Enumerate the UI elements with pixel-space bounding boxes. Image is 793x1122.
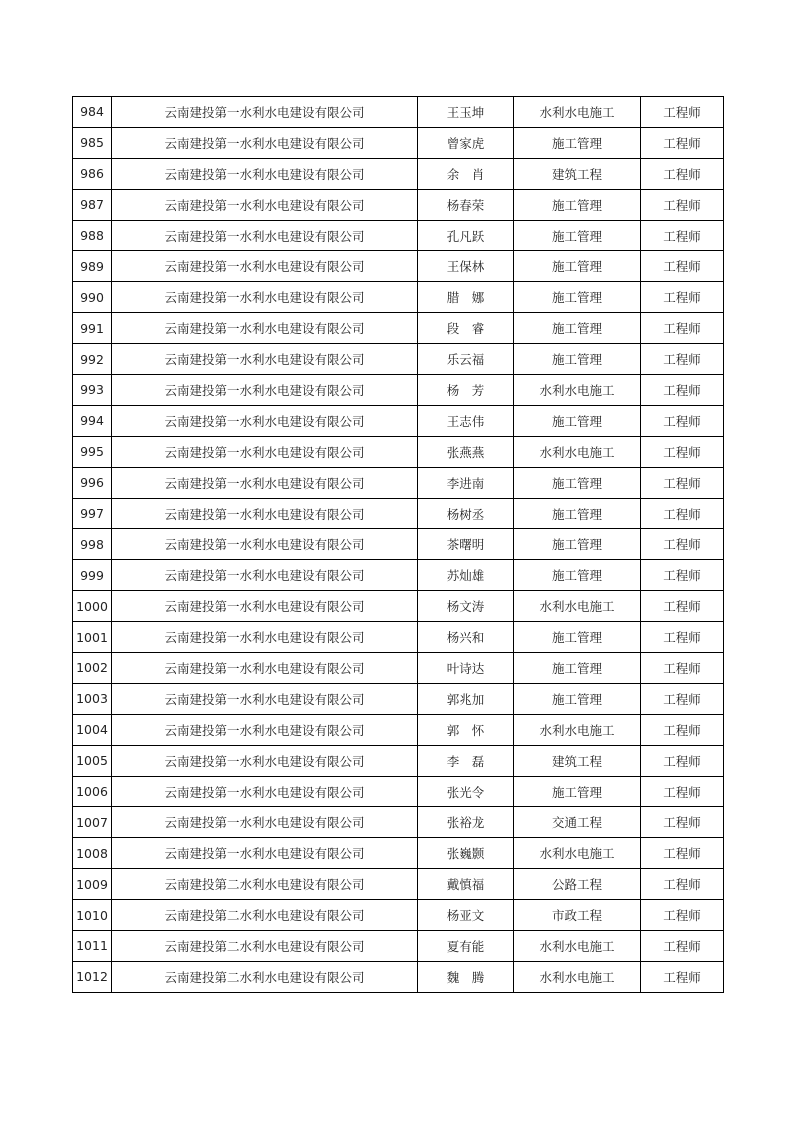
title-cell: 工程师 <box>641 838 724 869</box>
specialty-cell: 施工管理 <box>514 683 641 714</box>
row-number-cell: 1005 <box>73 745 112 776</box>
company-cell: 云南建投第一水利水电建设有限公司 <box>112 282 418 313</box>
company-cell: 云南建投第一水利水电建设有限公司 <box>112 683 418 714</box>
company-cell: 云南建投第一水利水电建设有限公司 <box>112 251 418 282</box>
row-number-cell: 1011 <box>73 931 112 962</box>
company-cell: 云南建投第一水利水电建设有限公司 <box>112 158 418 189</box>
company-cell: 云南建投第一水利水电建设有限公司 <box>112 97 418 128</box>
title-cell: 工程师 <box>641 714 724 745</box>
table-row <box>73 714 724 745</box>
specialty-cell: 施工管理 <box>514 220 641 251</box>
table-row <box>73 436 724 467</box>
specialty-cell: 公路工程 <box>514 869 641 900</box>
row-number-cell: 994 <box>73 405 112 436</box>
specialty-cell: 施工管理 <box>514 498 641 529</box>
row-number-cell: 993 <box>73 375 112 406</box>
name-cell: 王保林 <box>418 251 514 282</box>
specialty-cell: 施工管理 <box>514 251 641 282</box>
title-cell: 工程师 <box>641 405 724 436</box>
company-cell: 云南建投第一水利水电建设有限公司 <box>112 189 418 220</box>
title-cell: 工程师 <box>641 97 724 128</box>
roster-table-body <box>73 97 724 993</box>
specialty-cell: 施工管理 <box>514 560 641 591</box>
table-row <box>73 776 724 807</box>
row-number-cell: 1007 <box>73 807 112 838</box>
table-row <box>73 807 724 838</box>
name-cell: 郭兆加 <box>418 683 514 714</box>
specialty-cell: 施工管理 <box>514 776 641 807</box>
name-cell: 苏灿雄 <box>418 560 514 591</box>
title-cell: 工程师 <box>641 375 724 406</box>
table-row <box>73 683 724 714</box>
name-cell: 王玉坤 <box>418 97 514 128</box>
table-row <box>73 745 724 776</box>
table-row <box>73 498 724 529</box>
table-row <box>73 961 724 992</box>
specialty-cell: 施工管理 <box>514 529 641 560</box>
name-cell: 腊 娜 <box>418 282 514 313</box>
title-cell: 工程师 <box>641 560 724 591</box>
specialty-cell: 水利水电施工 <box>514 714 641 745</box>
specialty-cell: 市政工程 <box>514 900 641 931</box>
name-cell: 叶诗达 <box>418 653 514 684</box>
specialty-cell: 水利水电施工 <box>514 436 641 467</box>
company-cell: 云南建投第一水利水电建设有限公司 <box>112 807 418 838</box>
name-cell: 郭 怀 <box>418 714 514 745</box>
table-row <box>73 375 724 406</box>
row-number-cell: 1009 <box>73 869 112 900</box>
row-number-cell: 985 <box>73 127 112 158</box>
specialty-cell: 水利水电施工 <box>514 838 641 869</box>
title-cell: 工程师 <box>641 344 724 375</box>
company-cell: 云南建投第一水利水电建设有限公司 <box>112 313 418 344</box>
table-row <box>73 313 724 344</box>
table-row <box>73 127 724 158</box>
row-number-cell: 996 <box>73 467 112 498</box>
row-number-cell: 1012 <box>73 961 112 992</box>
title-cell: 工程师 <box>641 498 724 529</box>
company-cell: 云南建投第一水利水电建设有限公司 <box>112 375 418 406</box>
company-cell: 云南建投第一水利水电建设有限公司 <box>112 127 418 158</box>
specialty-cell: 水利水电施工 <box>514 97 641 128</box>
company-cell: 云南建投第一水利水电建设有限公司 <box>112 220 418 251</box>
specialty-cell: 建筑工程 <box>514 745 641 776</box>
table-row <box>73 591 724 622</box>
title-cell: 工程师 <box>641 622 724 653</box>
title-cell: 工程师 <box>641 436 724 467</box>
row-number-cell: 998 <box>73 529 112 560</box>
company-cell: 云南建投第一水利水电建设有限公司 <box>112 776 418 807</box>
title-cell: 工程师 <box>641 467 724 498</box>
company-cell: 云南建投第二水利水电建设有限公司 <box>112 931 418 962</box>
specialty-cell: 施工管理 <box>514 344 641 375</box>
name-cell: 杨 芳 <box>418 375 514 406</box>
company-cell: 云南建投第一水利水电建设有限公司 <box>112 344 418 375</box>
table-row <box>73 869 724 900</box>
title-cell: 工程师 <box>641 807 724 838</box>
specialty-cell: 建筑工程 <box>514 158 641 189</box>
company-cell: 云南建投第一水利水电建设有限公司 <box>112 529 418 560</box>
name-cell: 曾家虎 <box>418 127 514 158</box>
name-cell: 杨亚文 <box>418 900 514 931</box>
company-cell: 云南建投第二水利水电建设有限公司 <box>112 900 418 931</box>
title-cell: 工程师 <box>641 653 724 684</box>
title-cell: 工程师 <box>641 931 724 962</box>
row-number-cell: 989 <box>73 251 112 282</box>
company-cell: 云南建投第一水利水电建设有限公司 <box>112 436 418 467</box>
name-cell: 张巍颢 <box>418 838 514 869</box>
company-cell: 云南建投第一水利水电建设有限公司 <box>112 467 418 498</box>
company-cell: 云南建投第一水利水电建设有限公司 <box>112 714 418 745</box>
table-row <box>73 653 724 684</box>
title-cell: 工程师 <box>641 158 724 189</box>
specialty-cell: 施工管理 <box>514 127 641 158</box>
title-cell: 工程师 <box>641 529 724 560</box>
table-row <box>73 344 724 375</box>
row-number-cell: 1006 <box>73 776 112 807</box>
title-cell: 工程师 <box>641 313 724 344</box>
row-number-cell: 986 <box>73 158 112 189</box>
name-cell: 杨兴和 <box>418 622 514 653</box>
name-cell: 杨文涛 <box>418 591 514 622</box>
table-row <box>73 900 724 931</box>
table-row <box>73 838 724 869</box>
title-cell: 工程师 <box>641 189 724 220</box>
row-number-cell: 1002 <box>73 653 112 684</box>
title-cell: 工程师 <box>641 776 724 807</box>
table-row <box>73 158 724 189</box>
specialty-cell: 交通工程 <box>514 807 641 838</box>
table-row <box>73 467 724 498</box>
company-cell: 云南建投第一水利水电建设有限公司 <box>112 498 418 529</box>
specialty-cell: 施工管理 <box>514 467 641 498</box>
table-row <box>73 189 724 220</box>
row-number-cell: 1000 <box>73 591 112 622</box>
name-cell: 杨树丞 <box>418 498 514 529</box>
name-cell: 张光令 <box>418 776 514 807</box>
name-cell: 李进南 <box>418 467 514 498</box>
name-cell: 魏 腾 <box>418 961 514 992</box>
row-number-cell: 991 <box>73 313 112 344</box>
row-number-cell: 990 <box>73 282 112 313</box>
name-cell: 张燕燕 <box>418 436 514 467</box>
specialty-cell: 水利水电施工 <box>514 961 641 992</box>
title-cell: 工程师 <box>641 251 724 282</box>
specialty-cell: 水利水电施工 <box>514 931 641 962</box>
company-cell: 云南建投第一水利水电建设有限公司 <box>112 653 418 684</box>
company-cell: 云南建投第二水利水电建设有限公司 <box>112 961 418 992</box>
specialty-cell: 施工管理 <box>514 622 641 653</box>
table-row <box>73 622 724 653</box>
table-row <box>73 529 724 560</box>
table-row <box>73 931 724 962</box>
specialty-cell: 水利水电施工 <box>514 375 641 406</box>
row-number-cell: 984 <box>73 97 112 128</box>
company-cell: 云南建投第一水利水电建设有限公司 <box>112 622 418 653</box>
company-cell: 云南建投第一水利水电建设有限公司 <box>112 591 418 622</box>
name-cell: 孔凡跃 <box>418 220 514 251</box>
table-row <box>73 405 724 436</box>
name-cell: 张裕龙 <box>418 807 514 838</box>
roster-table <box>72 96 724 993</box>
table-row <box>73 251 724 282</box>
row-number-cell: 1008 <box>73 838 112 869</box>
specialty-cell: 施工管理 <box>514 653 641 684</box>
row-number-cell: 1004 <box>73 714 112 745</box>
title-cell: 工程师 <box>641 900 724 931</box>
row-number-cell: 999 <box>73 560 112 591</box>
title-cell: 工程师 <box>641 220 724 251</box>
specialty-cell: 施工管理 <box>514 313 641 344</box>
name-cell: 李 磊 <box>418 745 514 776</box>
name-cell: 戴慎福 <box>418 869 514 900</box>
company-cell: 云南建投第一水利水电建设有限公司 <box>112 560 418 591</box>
title-cell: 工程师 <box>641 683 724 714</box>
name-cell: 乐云福 <box>418 344 514 375</box>
company-cell: 云南建投第二水利水电建设有限公司 <box>112 869 418 900</box>
row-number-cell: 995 <box>73 436 112 467</box>
row-number-cell: 997 <box>73 498 112 529</box>
title-cell: 工程师 <box>641 127 724 158</box>
table-row <box>73 220 724 251</box>
row-number-cell: 992 <box>73 344 112 375</box>
specialty-cell: 施工管理 <box>514 405 641 436</box>
specialty-cell: 施工管理 <box>514 189 641 220</box>
name-cell: 夏有能 <box>418 931 514 962</box>
company-cell: 云南建投第一水利水电建设有限公司 <box>112 745 418 776</box>
row-number-cell: 1003 <box>73 683 112 714</box>
name-cell: 余 肖 <box>418 158 514 189</box>
specialty-cell: 水利水电施工 <box>514 591 641 622</box>
title-cell: 工程师 <box>641 869 724 900</box>
row-number-cell: 987 <box>73 189 112 220</box>
company-cell: 云南建投第一水利水电建设有限公司 <box>112 405 418 436</box>
name-cell: 茶曙明 <box>418 529 514 560</box>
row-number-cell: 988 <box>73 220 112 251</box>
company-cell: 云南建投第一水利水电建设有限公司 <box>112 838 418 869</box>
row-number-cell: 1001 <box>73 622 112 653</box>
name-cell: 杨春荣 <box>418 189 514 220</box>
title-cell: 工程师 <box>641 745 724 776</box>
title-cell: 工程师 <box>641 282 724 313</box>
row-number-cell: 1010 <box>73 900 112 931</box>
table-row <box>73 97 724 128</box>
table-row <box>73 560 724 591</box>
table-row <box>73 282 724 313</box>
name-cell: 王志伟 <box>418 405 514 436</box>
title-cell: 工程师 <box>641 591 724 622</box>
specialty-cell: 施工管理 <box>514 282 641 313</box>
name-cell: 段 睿 <box>418 313 514 344</box>
title-cell: 工程师 <box>641 961 724 992</box>
